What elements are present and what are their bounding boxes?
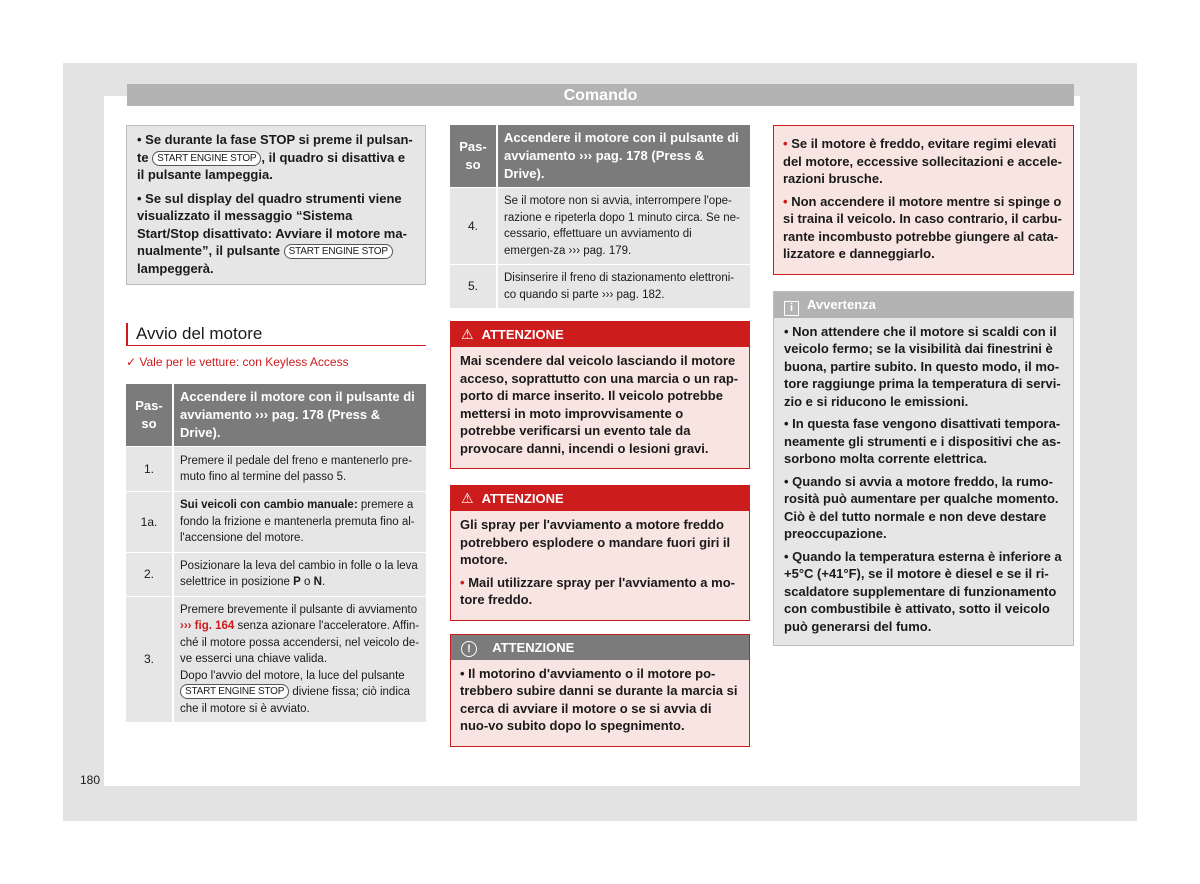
table-row: 1. Premere il pedale del freno e mantenerlo pre-muto fino al termine del passo 5. [126,447,426,491]
note-item: • In questa fase vengono disattivati tempora-neamente gli strumenti e i dispositivi che as-sorbono molta corrente elettrica. [784,416,1061,466]
warning-box-1: ⚠ ATTENZIONE Mai scendere dal veicolo lasciando il motore acceso, soprattutto con una marcia o un rap-porto di marce inserito. Il veicolo potrebbe mettersi in moto improvvisamente o potrebbe verificarsi un evento tale da provocare danni, incendi o lesioni gravi. [450,321,750,469]
note-item: • Quando la temperatura esterna è inferiore a +5°C (+41°F), se il motore è diesel e se il ri-scaldatore supplementare di funzionamento con combustibile è attivato, sotto il veicolo può generarsi del fumo. [784,548,1062,634]
note-item: • Quando si avvia a motore freddo, la rumo-rosità può aumentare per qualche momento. Ciò è del tutto normale e non deve destare preoccupazione. [784,473,1059,541]
info-icon: i [784,301,799,316]
table-row: 3. Premere brevemente il pulsante di avviamento ››› fig. 164 senza azionare l'acceleratore. Affin-ché il motore possa accendersi, nel veicolo de-ve esserci una chiave valida. Dopo l'avvio del motore, la luce del pulsante START ENGINE STOP diviene fissa; ciò indica che il motore si è avviato. [126,597,426,723]
note-box: i Avvertenza • Non attendere che il motore si scaldi con il veicolo fermo; se la visibilità dai finestrini è buona, partire subito. In questo modo, il mo-tore raggiunge prima la temperatura di servi-zio e si riducono le emissioni. • In questa fase vengono disattivati tempora-neamente gli strumenti e i dispositivi che as-sorbono molta corrente elettrica. • Quando si avvia a motore freddo, la rumo-rosità può aumentare per qualche momento. Ciò è del tutto normale e non deve destare preoccupazione. • Quando la temperatura esterna è inferiore a +5°C (+41°F), se il motore è diesel e se il ri-scaldatore supplementare di funzionamento con combustibile è attivato, sotto il veicolo può generarsi del fumo. [773,291,1074,647]
page-number: 180 [80,773,101,787]
info-paragraph-1: • Se durante la fase STOP si preme il pulsan-te START ENGINE STOP , il quadro si disattiva e il pulsante lampeggia. [137,132,413,182]
note-item: • Non attendere che il motore si scaldi con il veicolo fermo; se la visibilità dai finestrini è buona, partire subito. In questo modo, il mo-tore raggiunge prima la temperatura di servi-zio e si riducono le emissioni. [784,323,1061,409]
start-engine-stop-key: START ENGINE STOP [284,244,393,259]
warning-box-2: ⚠ ATTENZIONE Gli spray per l'avviamento a motore freddo potrebbero esplodere o mandare fuori giri il motore. • Mail utilizzare spray per l'avviamento a mo-tore freddo. [450,485,750,621]
figure-link[interactable]: ››› fig. 164 [180,620,235,632]
warning-box-continued: • Se il motore è freddo, evitare regimi elevati del motore, eccessive sollecitazioni e accele-razioni brusche. • Non accendere il motore mentre si spinge o si traina il veicolo. In caso contrario, il carbu-rante incombusto potrebbe giungere al cata-lizzatore e danneggiarlo. [773,125,1074,275]
section-title: Avvio del motore [126,323,426,346]
table-header-step: Pas-so [126,384,174,446]
applicability-note: ✓ Vale per le vetture: con Keyless Access [126,355,349,369]
warning-triangle-icon: ⚠ [461,490,474,506]
steps-table [126,383,426,723]
table-header-title: Accendere il motore con il pulsante di avviamento ››› pag. 178 (Press & Drive). [174,384,426,446]
info-paragraph-2: • Se sul display del quadro strumenti viene visualizzato il messaggio “Sistema Start/Stop disattivato: Avviare il motore ma-nualmente”, il pulsante START ENGINE STOP lampeggerà. [137,190,407,276]
caution-box: ! ATTENZIONE • Il motorino d'avviamento o il motore po-trebbero subire danni se durante la marcia si cerca di avviare il motore o se si avvia di nuo-vo subito dopo lo spegnimento. [450,634,750,747]
table-row: 2. Posizionare la leva del cambio in folle o la leva selettrice in posizione P o N. [126,553,426,596]
chapter-header: Comando [127,84,1074,106]
table-row: 5. Disinserire il freno di stazionamento elettroni-co quando si parte ››› pag. 182. [450,265,750,308]
steps-table-continued [450,124,750,309]
start-engine-stop-key: START ENGINE STOP [152,151,261,166]
info-box [126,125,426,285]
middle-column [450,125,750,747]
table-row: 4. Se il motore non si avvia, interrompere l'ope-razione e ripeterla dopo 1 minuto circa. Se ne-cessario, effettuare un avviamento di emergen-za ››› pag. 179. [450,188,750,264]
warning-triangle-icon: ⚠ [461,326,474,342]
right-column [773,125,1074,646]
start-engine-stop-key: START ENGINE STOP [180,684,289,699]
left-column [126,125,426,723]
table-header-title: Accendere il motore con il pulsante di avviamento ››› pag. 178 (Press & Drive). [498,125,750,187]
table-header-step: Pas-so [450,125,498,187]
exclamation-circle-icon: ! [461,641,477,657]
table-row: 1a. Sui veicoli con cambio manuale: premere a fondo la frizione e mantenerla premuta fino al-l'accensione del motore. [126,492,426,552]
